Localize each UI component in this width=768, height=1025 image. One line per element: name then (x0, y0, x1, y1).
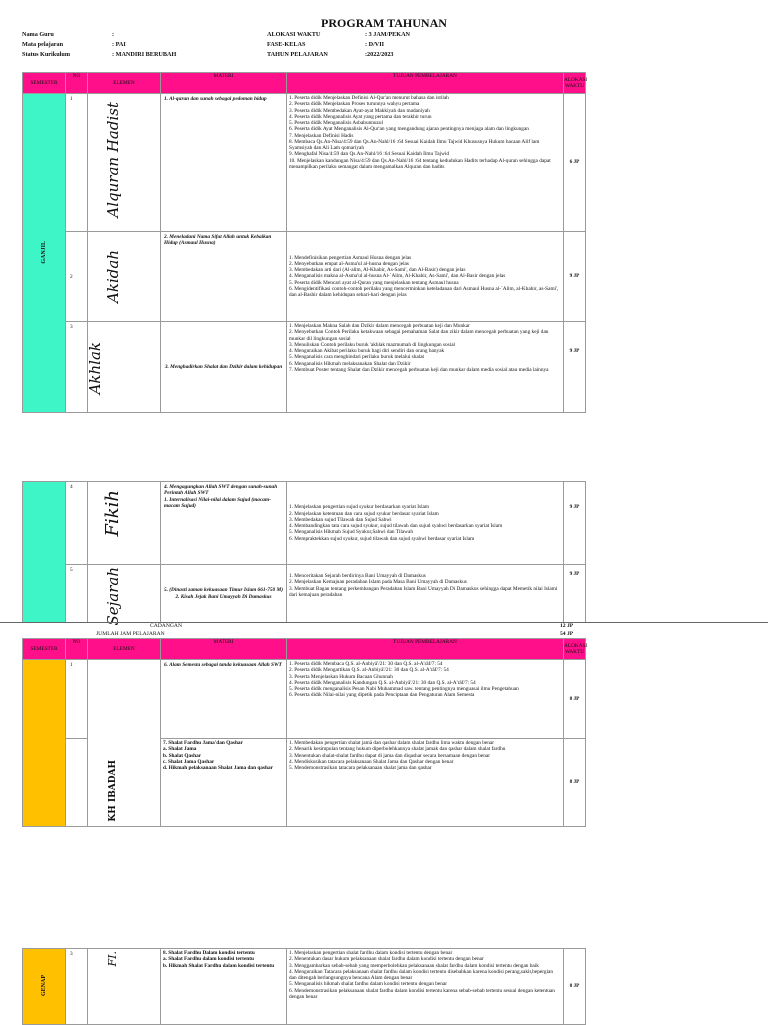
tujuan-item: 5. Peserta didik Mencari ayat al-Quran yang menjelaskan tentang Asmaul husna (289, 279, 459, 286)
row-no: 1 (66, 660, 88, 739)
tujuan-item: 6. Mengidentifikasi contoh-contoh perilaku yang mencerminkan keteladanan dari Asmaul Husna al-`Alim, al-Khabir, as-Sami', dan al-Bashir dalam kehidupan sehari-hari dengan jelas (289, 285, 559, 299)
alokasi-cell: 8 JP (564, 660, 586, 739)
row-no: 3 (66, 322, 88, 413)
table-row (23, 565, 586, 623)
tujuan-item: 5. Menganalisis Hikmah Sujud Syukur,Sahwi dan Tilawah (289, 529, 413, 536)
materi-cell: 6. Alam Semesta sebagai tanda kekuasaan Allah SWT (161, 660, 287, 739)
header-materi: MATERI (161, 639, 287, 660)
table-row (23, 660, 586, 739)
row-no: 1 (66, 94, 88, 232)
meta-value-mapel: : PAI (112, 41, 126, 48)
header-row (23, 73, 586, 94)
header-elemen: ELEMEN (88, 639, 161, 660)
tujuan-item: 3. Menggambarkan sebab-sebab yang memperbolehkan pelaksanaan shalat fardhu dalam kondisi tertentu dengan baik (289, 962, 539, 969)
tujuan-item: 1. Peserta didik Membaca Q.S. al-Anbiyā'/21: 30 dan Q.S. al-A'rāf/7: 54 (289, 661, 443, 667)
table-row (23, 482, 586, 565)
materi-cell (161, 739, 287, 827)
tujuan-item: 4. Menguraikan Akibat perilaku buruk bagi diri sendiri dan orang banyak (289, 348, 445, 354)
header-alokasi: ALOKASI WAKTU (564, 73, 586, 94)
semester-ganjil-label: GANJIL (40, 240, 47, 264)
elemen-label: KH IBADAH (108, 760, 118, 822)
tujuan-item: 4. Menganalisis makna al-Asma'ul al-husna Al-`Alim, Al-Khabir, As-Sami', dan Al-Basir dengan jelas (289, 273, 506, 280)
elemen-label: Alquran Hadist (104, 102, 122, 218)
tujuan-item: 6. Mempraktekkan sujud syukur, sujud tilawah dan sujud syahwi berdasar syariat Islam (289, 535, 475, 542)
tujuan-item: 5. Menganalisis hikmah shalat fardhu dalam kondisi tertentu dengan benar (289, 981, 447, 988)
materi-item: a. Shalat Fardhu dalam kondisi tertentu (163, 956, 254, 963)
elemen-label: Akhlak (86, 342, 104, 395)
materi-item: d. Hikmah pelaksanaan Shalat Jama dan qashar (163, 765, 273, 771)
tujuan-item: 6. Peserta didik Nilai-nilai yang dipetik pada Penciptaan dan Pengaturan Alam Semesta (289, 692, 475, 699)
meta-value-guru: : (112, 31, 115, 38)
elemen-cell (88, 94, 161, 232)
tujuan-cell (287, 94, 564, 232)
materi-cell: 1. Al-quran dan sunah sebagai pedoman hidup (161, 94, 287, 232)
page-break-line (0, 622, 768, 623)
meta-label-kurikulum: Status Kurikulum (22, 51, 70, 58)
row-no: 3 (66, 949, 88, 1025)
tujuan-item: 8. Membaca Qs.An-Nisa/4:59 dan Qs.An-Nahl/16 :64 Sesuai Kaidah Ilmu Tajwid Khususnya Hukum bacaan Alif lam Syamsiyah dan Ali Lam qomariyah (289, 138, 540, 151)
cadangan-value: 12 JP (560, 623, 574, 629)
elemen-label: Sejarah (104, 567, 122, 626)
tujuan-item: 2. Menjelaskan ketentuan dan cara sujud syukur berdasar syariat Islam (289, 510, 439, 517)
cadangan-label: CADANGAN (150, 623, 183, 629)
elemen-cell (88, 565, 161, 626)
tujuan-item: 3. Menentukan shalat-shalat fardhu dapat di jama dan diqashar secara bersamaan dengan benar (289, 752, 491, 759)
meta-value-fase: : D/VII (365, 41, 385, 48)
tujuan-item: 3. Membedakan arti dari (Al-alim, Al-Khabir, As-Sami', dan Al-Basir) dengan jelas (289, 267, 466, 274)
tujuan-item: 7. Menjelaskan Definisi Hadis (289, 132, 354, 139)
meta-right-values (365, 30, 410, 60)
meta-value-tahun: :2022/2023 (365, 51, 394, 58)
tujuan-item: 4. Menguraikan Tatacara pelaksanaan shalat fardhu dalam kondisi tertentu disebabkan karena kondisi perang,sakit,bepergian dan ditengah berlangsungnya bencana Alam dengan benar (289, 968, 554, 981)
tujuan-item: 1. Menjelaskan Makna Salah dan Dzikir dalam mencegah perbuatan keji dan Munkar (289, 323, 470, 329)
header-row (23, 639, 586, 660)
row-no (66, 739, 88, 827)
alokasi-cell: 9 JP (564, 565, 586, 623)
materi-item: b. Shalat Qashar (163, 752, 202, 759)
tujuan-cell (287, 232, 564, 322)
meta-label-alokasi: ALOKASI WAKTU (267, 31, 321, 38)
tujuan-item: 5. Menganalisis cara menghindari perilaku buruk melalui shalat (289, 354, 425, 361)
genap-table-continued (22, 948, 586, 1025)
tujuan-item: 1. Peserta didik Menjelaskan Definisi Al-Qur'an menurut bahasa dan istilah (289, 95, 449, 101)
tujuan-item: 2. Menarik kesimpulan tentang hukum diperbolehkannya shalat jamak dan qashar dalam shalat fardhu (289, 746, 506, 753)
alokasi-cell: 8 JP (564, 949, 586, 1025)
header-semester: SEMESTER (23, 639, 66, 660)
meta-value-alokasi: : 3 JAM/PEKAN (365, 31, 411, 38)
alokasi-cell: 9 JP (564, 482, 586, 565)
tujuan-cell (287, 739, 564, 827)
tujuan-cell (287, 660, 564, 739)
tujuan-item: 3. Peserta didik Membedakan Ayat-ayat Makkiyah dan madaniyah (289, 107, 430, 114)
tujuan-item: 3. Menuliskan Contoh perilaku buruk 'akhlak mazmumah di lingkungan sosial (289, 341, 456, 348)
tujuan-item: 3. Membuat Bagan tentang perkembangan Peradaban Islam Bani Umayyah Di Damaskus sehingga dapat Memetik nilai Islami dari kemajuan peradaban (289, 585, 558, 598)
header-semester: SEMESTER (23, 73, 66, 94)
tujuan-item: 2. Menyebutkan Contoh Perilaku ketakwaan sebagai pemahaman Salat dan zikir dalam mencegah perbuatan yang keji dan munkar dil lingkungan sosial (289, 329, 549, 342)
tujuan-item: 5. Mendemonstrasikan tatacara pelaksanaan shalat jama dan qashar (289, 765, 432, 771)
tujuan-item: 6. Mendemonstrasikan pelaksanaan shalat fardhu dalam kondisi tertentu karena sebab-sebab tertentu sesuai dengan ketentuan dengan benar (289, 987, 555, 1000)
alokasi-cell: 6 JP (564, 94, 586, 232)
tujuan-item: 7. Membuat Poster tentang Shalat dan Dzikir mencegah perbuatan keji dan munkar dalam media sosial atau media lainnya (289, 366, 549, 373)
alokasi-cell: 9 JP (564, 232, 586, 322)
meta-label-mapel: Mata pelajaran (22, 41, 64, 48)
table-row (23, 232, 586, 322)
elemen-cell (88, 322, 161, 413)
header-no: NO (66, 639, 88, 660)
tujuan-item: 3. Membedakan sujud Tilawah dan Sujud Sahwi (289, 516, 392, 523)
tujuan-item: 3. Peserta Menjelaskan Hukum Bacaan Ghunnah (289, 673, 393, 680)
ganjil-table (22, 72, 586, 413)
tujuan-item: 5. Peserta didik Menganalisis Asbabunnuzul (289, 120, 384, 126)
semester-genap-label: GENAP (40, 974, 47, 996)
jumlah-value: 54 JP (560, 631, 574, 637)
tujuan-item: 2. Menyebutkan empat al-Asma'ul al-husna dengan jelas (289, 260, 409, 267)
tujuan-item: 5. Peserta didik menganalisis Pesan Nabi Muhammad saw. tentang pentingnya menguasai ilmu Pengetahuan (289, 686, 519, 692)
materi-item: 7. Shalat Fardhu Jama'dan Qashar (163, 740, 243, 746)
tujuan-item: 2. Menjelaskan Kemajuan peradaban Islam pada Masa Bani Umayyah di Damaskus (289, 579, 467, 586)
header-materi: MATERI (161, 73, 287, 94)
tujuan-item: 2. Peserta didik Menjelaskan Proses turunnya wahyu pertama (289, 101, 420, 108)
tujuan-item: 9. Menghafal Nisa/4:59 dan Qs.An-Nahl/16 :64 Sesuai Kaidah Ilmu Tajwid (289, 151, 450, 158)
row-no: 4 (66, 482, 88, 565)
header-elemen: ELEMEN (88, 73, 161, 94)
tujuan-item: 4. Peserta didik Menganalisis Ayat yang pertama dan terakhir turun (289, 113, 432, 120)
table-row (23, 94, 586, 232)
elemen-cell (88, 949, 161, 1025)
materi-cell: 2. Meneladani Nama Sifat Allah untuk Kebaikan Hidup (Asmaul Husna) (161, 232, 287, 322)
meta-right-labels (267, 30, 328, 60)
materi-cell: 5. (Dinasti zaman kekuasaan Timur Islam 661-750 M) 2. Kisah Jejak Bani Umayyah Di Damaskus (161, 565, 287, 623)
header-tujuan: TUJUAN PEMBELAJARAN (287, 639, 564, 660)
materi-item: a. Shalat Jama (163, 746, 197, 753)
tujuan-item: 4. Peserta didik Menganalisis Kandungan Q.S. al-Anbiyā'/21: 30 dan Q.S. al-A'rāf/7: 54 (289, 679, 476, 686)
meta-label-tahun: TAHUN PELAJARAN (267, 51, 328, 58)
tujuan-item: 1. Mendefinisikan pengertian Asmaul Husna dengan jelas (289, 254, 412, 261)
table-row (23, 949, 586, 1025)
tujuan-item: 1. Menjelaskan pengertian shalat fardhu dalam kondisi tertentu dengan benar (289, 950, 453, 956)
row-no: 2 (66, 232, 88, 322)
alokasi-cell: 9 JP (564, 322, 586, 413)
materi-item: 8. Shalat Fardhu Dalam kondisi tertentu (163, 950, 255, 956)
tujuan-item: 4. Mendiskusikan tatacara pelaksanaan Shalat Jama dan Qashar dengan benar (289, 758, 454, 765)
meta-label-guru: Nama Guru (22, 31, 54, 38)
header-tujuan: TUJUAN PEMBELAJARAN (287, 73, 564, 94)
table-row (23, 322, 586, 413)
semester-ganjil-cell (23, 482, 66, 623)
meta-left-labels (22, 30, 70, 60)
tujuan-item: 1. Menceritakan Sejarah berdirinya Bani Umayyah di Damaskus (289, 573, 426, 579)
tujuan-cell (287, 322, 564, 413)
elemen-cell (88, 482, 161, 565)
meta-left-values (112, 30, 176, 60)
tujuan-cell (287, 565, 564, 623)
tujuan-cell (287, 482, 564, 565)
materi-cell (161, 949, 287, 1025)
tujuan-item: 4. Membandingkan tata cara sujud syukur, sujud tilawah dan sujud syahwi berdasarkan syariat Islam (289, 523, 503, 529)
meta-value-kurikulum: : MANDIRI BERUBAH (112, 51, 177, 58)
page-title: PROGRAM TAHUNAN (321, 16, 447, 30)
tujuan-cell (287, 949, 564, 1025)
semester-genap-cell (23, 660, 66, 827)
row-no: 5 (66, 565, 88, 623)
genap-table (22, 638, 586, 827)
tujuan-item: 6. Menganalisis Hikmah melaksanakan Shalat dan Dzikir (289, 360, 411, 367)
elemen-label: Akidah (104, 250, 122, 303)
header-alokasi: ALOKASI WAKTU (564, 639, 586, 660)
elemen-cell (88, 660, 161, 827)
tujuan-item: 10. Menjelaskan kandungan Nisa/4:59 dan Qs.An-Nahl/16 :64 tentang kedudukan Hadits terhadap Al-quran sehingga dapat menampilkan perilaku semangat dalam mengamalkan Alquran dan hadits (289, 157, 551, 170)
elemen-label: FI. (106, 951, 119, 967)
tujuan-item: 2. Menentukan dasar hukum pelaksanaan shalat fardhu dalam kondisi tertentu dengan benar (289, 956, 484, 963)
tujuan-item: 1. Menjelaskan pengertian sujud syukur berdasarkan syariat Islam (289, 504, 430, 511)
elemen-cell (88, 232, 161, 322)
semester-genap-cell (23, 949, 66, 1025)
materi-cell: 4. Mengagungkan Allah SWT dengan sunah-sunah Perintah Allah SWT 1. Internalisasi Nilai-nilai dalam Sujud (macam-macam Sujud) (161, 482, 287, 565)
header-no: NO (66, 73, 88, 94)
materi-item: b. Hikmah Shalat Fardhu dalam kondisi tertentu (163, 962, 275, 969)
semester-ganjil-cell (23, 94, 66, 413)
tujuan-item: 6. Peserta didik Ayat Menganalisis Al-Qur'an yang mengandung ajaran pentingnya menjaga alam dan lingkungan (289, 126, 529, 133)
materi-item: c. Shalat Jama Qashar (163, 758, 215, 765)
tujuan-item: 1. Membedakan pengertian shalat jamā dan qashar dalam shalat fardhu lima waktu dengan benar (289, 740, 495, 746)
alokasi-cell: 8 JP (564, 739, 586, 827)
materi-cell: 3. Menghadirkan Shalat dan Dzikir dalam kehidupan (161, 322, 287, 413)
jumlah-label: JUMLAH JAM PELAJARAN (96, 631, 165, 637)
tujuan-item: 2. Peserta didik Mengartikan Q.S. al-Anbiyā'/21: 30 dan Q.S. al-A'rāf/7: 54 (289, 667, 449, 674)
elemen-label: Fikih (102, 490, 123, 537)
meta-label-fase: FASE-KELAS (267, 41, 306, 48)
